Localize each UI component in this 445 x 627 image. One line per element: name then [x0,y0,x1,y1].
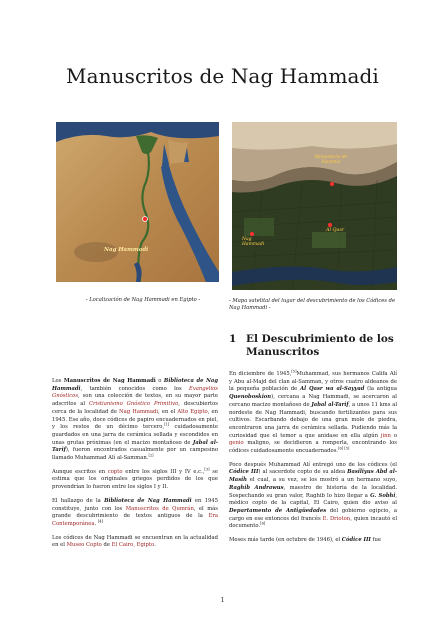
months-later-paragraph: Meses más tarde (en octubre de 1946), el Códice III fue [229,537,381,544]
dating-paragraph: Aunque escritos en copto entre los siglos III y IV e.c.,[3] se estima que los originales griegos perdidos de los que provendrían lo fueron entre los siglos I y II. [52,466,218,491]
al-qasr-map-label: Al Qasr [326,228,345,233]
finding-paragraph: El hallazgo de la Biblioteca de Nag Hammadi en 1945 constituye, junto con los Manuscritos de Qumrán, el más grande descubrimiento de textos antiguos de la Era Contemporánea. [4] [52,497,218,527]
section-title: El Descubrimiento de los Manuscritos [246,333,394,358]
aftermath-paragraph: Poco después Muhammad Alí entregó uno de los códices (el Códice III) al sacerdote copto de su aldea Basiliyus Abd al-Masih el cual, a su vez, se los mostró a un hermano suyo, Raghib Andrawus, maestro de historia de la localidad. Sospechando su gran valor, Raghib lo hizo llegar a G. Sobhi, médico copto de la capital, El Cairo, quien dio aviso al Departamento de Antigüedades del gobierno egipcio, a cargo en ese entonces del francés E. Drioton, quien incautó el documento.[6] [229,461,398,530]
page-number: 1 [220,597,225,604]
left-column-text [52,378,218,556]
intro-paragraph: Los Manuscritos de Nag Hammadi o Biblioteca de Nag Hammadi, también conocidos como los Evangelios Gnósticos, son una colección de textos, en su mayor parte adscritos al Cristianismo Gnóstico Primitivo, descubiertos cerca de la localidad de Nag Hammadi, en el Alto Egipto, en 1945. Ese año, doce códices de papiro encuadernados en piel, y los restos de un décimo tercero,[1] cuidadosamente guardados en una jarra de cerámica sellada y escondidos en unas grutas próximas (en el macizo montañoso de Jabal al-Tarif), fueron encontrados casualmente por un campesino llamado Muhammad Alí al-Samman.[2] [52,378,219,462]
egypt-location-map [56,122,219,282]
right-column-text [229,371,397,551]
discovery-paragraph: En diciembre de 1945,[5]Muhammad, sus hermanos Califa Alí y Abu al-Majd del clan al-Samman, y otros cuatro aldeanos de la pequeña población de Al Qasr wa al-Sayyad (la antigua Quenoboskion), cercana a Nag Hammadi, se acercaron al cercano macizo montañoso de Jabal al-Tarif, a unos 11 kms al nordeste de Nag Hammadi, buscando fertilizantes para sus cultivos. Escarbando debajo de una gran mole de piedra, encontraron una jarra de cerámica sellada. Pudiendo más la curiosidad que el temor a que anidase en ella algún jinn o genio maligno, se decidieron a romperla, encontrando los códices cuidadosamente encuadernados.[6] [5] [229,369,398,455]
nag-hammadi-site-label: Nag Hammadi [242,237,265,247]
section-number: 1 [229,333,237,345]
left-figure-caption: - Localización de Nag Hammadi en Egipto - [85,297,201,303]
nag-hammadi-map-label: Nag Hammadi [104,247,149,253]
discovery-site-satellite-map [232,122,397,290]
monastery-map-label: Monasterio de Pacomio [314,155,348,165]
page-title: Manuscritos de Nag Hammadi [66,64,379,88]
location-paragraph: Los códices de Nag Hammadi se encuentran en la actualidad en el Museo Copto de El Cairo, Egipto. [52,534,218,549]
section-heading [229,333,399,359]
right-figure-caption: - Mapa satelital del lugar del descubrimiento de los Códices de Nag Hammadi - [229,298,396,311]
